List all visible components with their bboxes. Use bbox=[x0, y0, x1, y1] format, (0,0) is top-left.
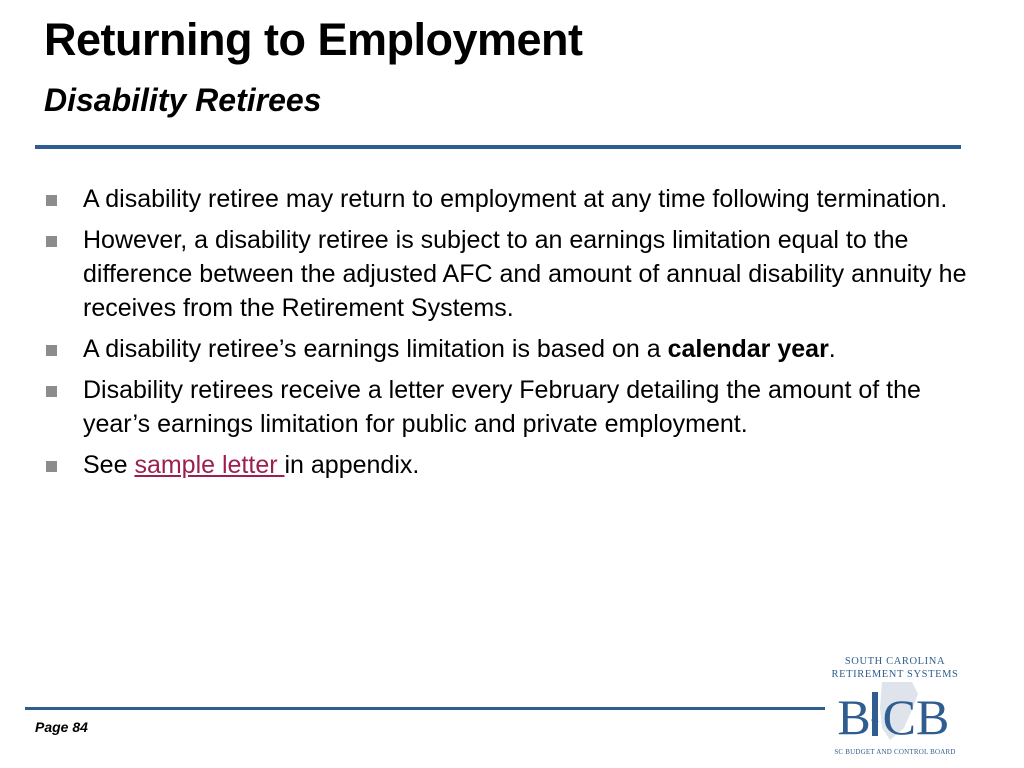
bullet-text: However, a disability retiree is subject to an earnings limitation equal to the difference between the adjusted AFC and amount of annual disability annuity he receives from the Retirement Systems. bbox=[83, 226, 967, 322]
logo-ampersand: & bbox=[871, 714, 879, 725]
logo-line-2: RETIREMENT SYSTEMS bbox=[831, 669, 959, 680]
slide-subtitle: Disability Retirees bbox=[44, 82, 322, 118]
bullet-text: A disability retiree may return to employment at any time following termination. bbox=[83, 185, 948, 213]
title-divider bbox=[35, 145, 961, 149]
sc-retirement-systems-logo bbox=[820, 648, 970, 760]
square-bullet-icon bbox=[46, 386, 57, 397]
bullet-text: Disability retirees receive a letter every February detailing the amount of the year’s earnings limitation for public and private employment. bbox=[83, 376, 921, 438]
bullet-text-after: in appendix. bbox=[284, 451, 420, 479]
bullet-item bbox=[46, 332, 976, 366]
square-bullet-icon bbox=[46, 461, 57, 472]
square-bullet-icon bbox=[46, 236, 57, 247]
bullet-text-after: . bbox=[828, 335, 836, 363]
logo-monogram-left: B bbox=[837, 689, 871, 745]
sample-letter-link[interactable]: sample letter bbox=[134, 451, 285, 479]
bullet-item bbox=[46, 373, 976, 441]
slide-title: Returning to Employment bbox=[44, 14, 583, 65]
bullet-item bbox=[46, 182, 976, 216]
bullet-emphasis: calendar year bbox=[667, 335, 829, 363]
square-bullet-icon bbox=[46, 195, 57, 206]
bullet-item bbox=[46, 448, 976, 482]
logo-monogram-right: CB bbox=[882, 689, 950, 745]
bullet-text-before: A disability retiree’s earnings limitation is based on a bbox=[83, 335, 668, 363]
footer-divider bbox=[25, 707, 825, 710]
logo-line-1: SOUTH CAROLINA bbox=[844, 656, 946, 667]
bullet-item bbox=[46, 223, 976, 325]
logo-tagline: SC BUDGET AND CONTROL BOARD bbox=[834, 748, 956, 756]
bullet-text-before: See bbox=[83, 451, 135, 479]
bullet-list bbox=[46, 182, 976, 489]
page-number: Page 84 bbox=[35, 719, 88, 735]
square-bullet-icon bbox=[46, 345, 57, 356]
